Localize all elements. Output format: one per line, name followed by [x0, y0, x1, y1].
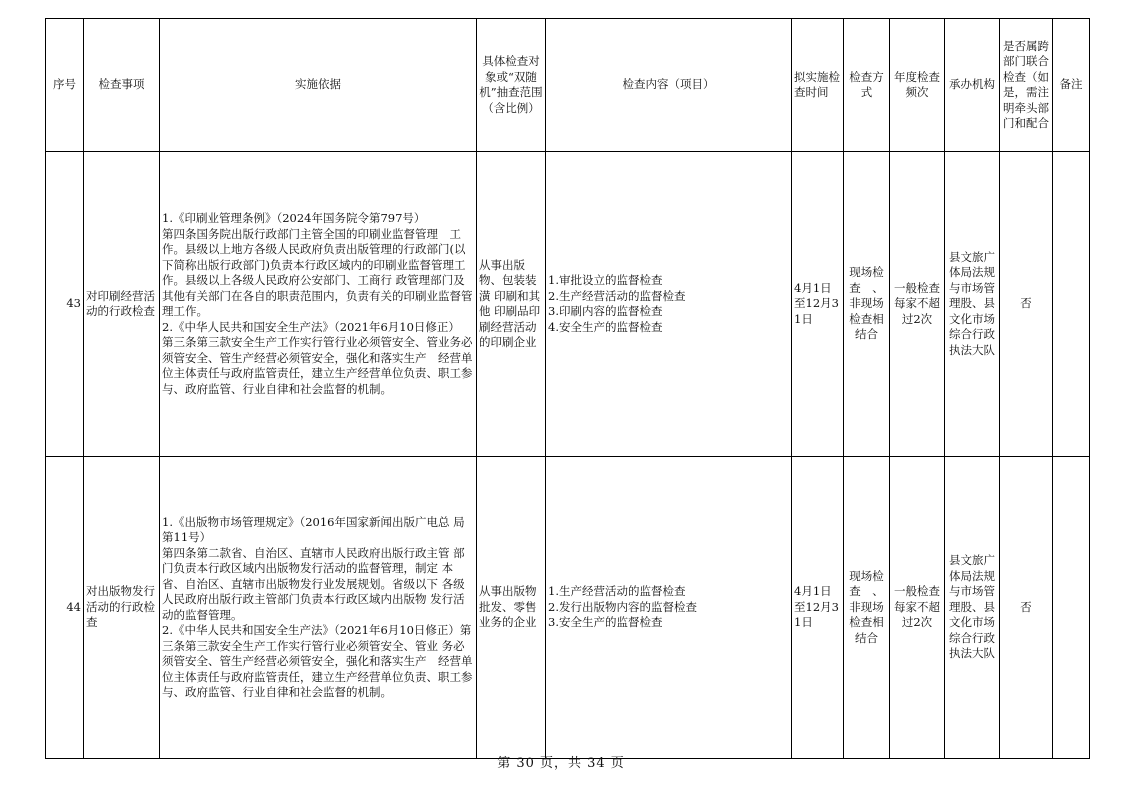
header-item: 检查事项 — [84, 19, 160, 152]
header-seq: 序号 — [46, 19, 84, 152]
row-content: 1.生产经营活动的监督检查 2.发行出版物内容的监督检查 3.安全生产的监督检查 — [546, 457, 792, 759]
row-time: 4月1日至12月31日 — [792, 152, 844, 457]
header-joint: 是否属跨部门联合检查（如是，需注明牵头部门和配合 — [1000, 19, 1053, 152]
header-time: 拟实施检查时间 — [792, 19, 844, 152]
row-object: 从事出版物批发、零售业务的企业 — [477, 457, 546, 759]
row-object: 从事出版物、包装装潢 印刷和其他 印刷品印刷经营活动的印刷企业 — [477, 152, 546, 457]
row-joint: 否 — [1000, 152, 1053, 457]
row-content: 1.审批设立的监督检查 2.生产经营活动的监督检查 3.印刷内容的监督检查 4.安全生产的监督检查 — [546, 152, 792, 457]
row-joint: 否 — [1000, 457, 1053, 759]
row-remark — [1053, 152, 1090, 457]
row-basis: 1.《出版物市场管理规定》（2016年国家新闻出版广电总 局第11号） 第四条第二款省、自治区、直辖市人民政府出版行政主管 部门负责本行政区域内出版物发行活动的监督管理，制定 本省、自治区、直辖市出版物发行业发展规划。省级以下 各级人民政府出版行政主管部门负责本行政区域内出版物 发行活动的监督管理。 2.《中华人民共和国安全生产法》（2021年6月10日修正）第三条第三款安全生产工作实行管行业必须管安全、管业 务必须管安全、管生产经营必须管安全，强化和落实生产 经营单位主体责任与政府监管责任，建立生产经营单位负责、职工参与、政府监管、行业自律和社会监督的机制。 — [160, 457, 477, 759]
row-item: 对印刷经营活动的行政检查 — [84, 152, 160, 457]
inspection-table — [45, 18, 1090, 759]
row-time: 4月1日至12月31日 — [792, 457, 844, 759]
row-freq: 一般检查每家不超过2次 — [890, 152, 945, 457]
table-row — [46, 457, 1090, 759]
row-method: 现场检查 、非现场检查相结合 — [844, 457, 890, 759]
row-agency: 县文旅广体局法规与市场管理股、县文化市场综合行政执法大队 — [945, 152, 1000, 457]
row-seq: 43 — [46, 152, 84, 457]
header-agency: 承办机构 — [945, 19, 1000, 152]
row-freq: 一般检查每家不超过2次 — [890, 457, 945, 759]
table-row — [46, 152, 1090, 457]
header-basis: 实施依据 — [160, 19, 477, 152]
header-content: 检查内容（项目） — [546, 19, 792, 152]
header-remark: 备注 — [1053, 19, 1090, 152]
header-row — [46, 19, 1090, 152]
page-footer: 第 30 页，共 34 页 — [497, 756, 625, 771]
row-basis: 1.《印刷业管理条例》（2024年国务院令第797号） 第四条国务院出版行政部门主管全国的印刷业监督管理 工作。县级以上地方各级人民政府负责出版管理的行政部门(以下简称出版行政部门)负责本行政区域内的印刷业监督管理工作。县级以上各级人民政府公安部门、工商行 政管理部门及其他有关部门在各自的职责范围内，负责有关的印刷业监督管理工作。 2.《中华人民共和国安全生产法》（2021年6月10日修正） 第三条第三款安全生产工作实行管行业必须管安全、管业务必须管安全、管生产经营必须管安全，强化和落实生产 经营单位主体责任与政府监管责任，建立生产经营单位负责、职工参与、政府监管、行业自律和社会监督的机制。 — [160, 152, 477, 457]
row-seq: 44 — [46, 457, 84, 759]
row-item: 对出版物发行活动的行政检查 — [84, 457, 160, 759]
row-method: 现场检查 、非现场检查相结合 — [844, 152, 890, 457]
header-method: 检查方式 — [844, 19, 890, 152]
header-object: 具体检查对象或“双随机”抽查范围（含比例） — [477, 19, 546, 152]
row-remark — [1053, 457, 1090, 759]
header-freq: 年度检查频次 — [890, 19, 945, 152]
row-agency: 县文旅广体局法规与市场管理股、县文化市场综合行政执法大队 — [945, 457, 1000, 759]
